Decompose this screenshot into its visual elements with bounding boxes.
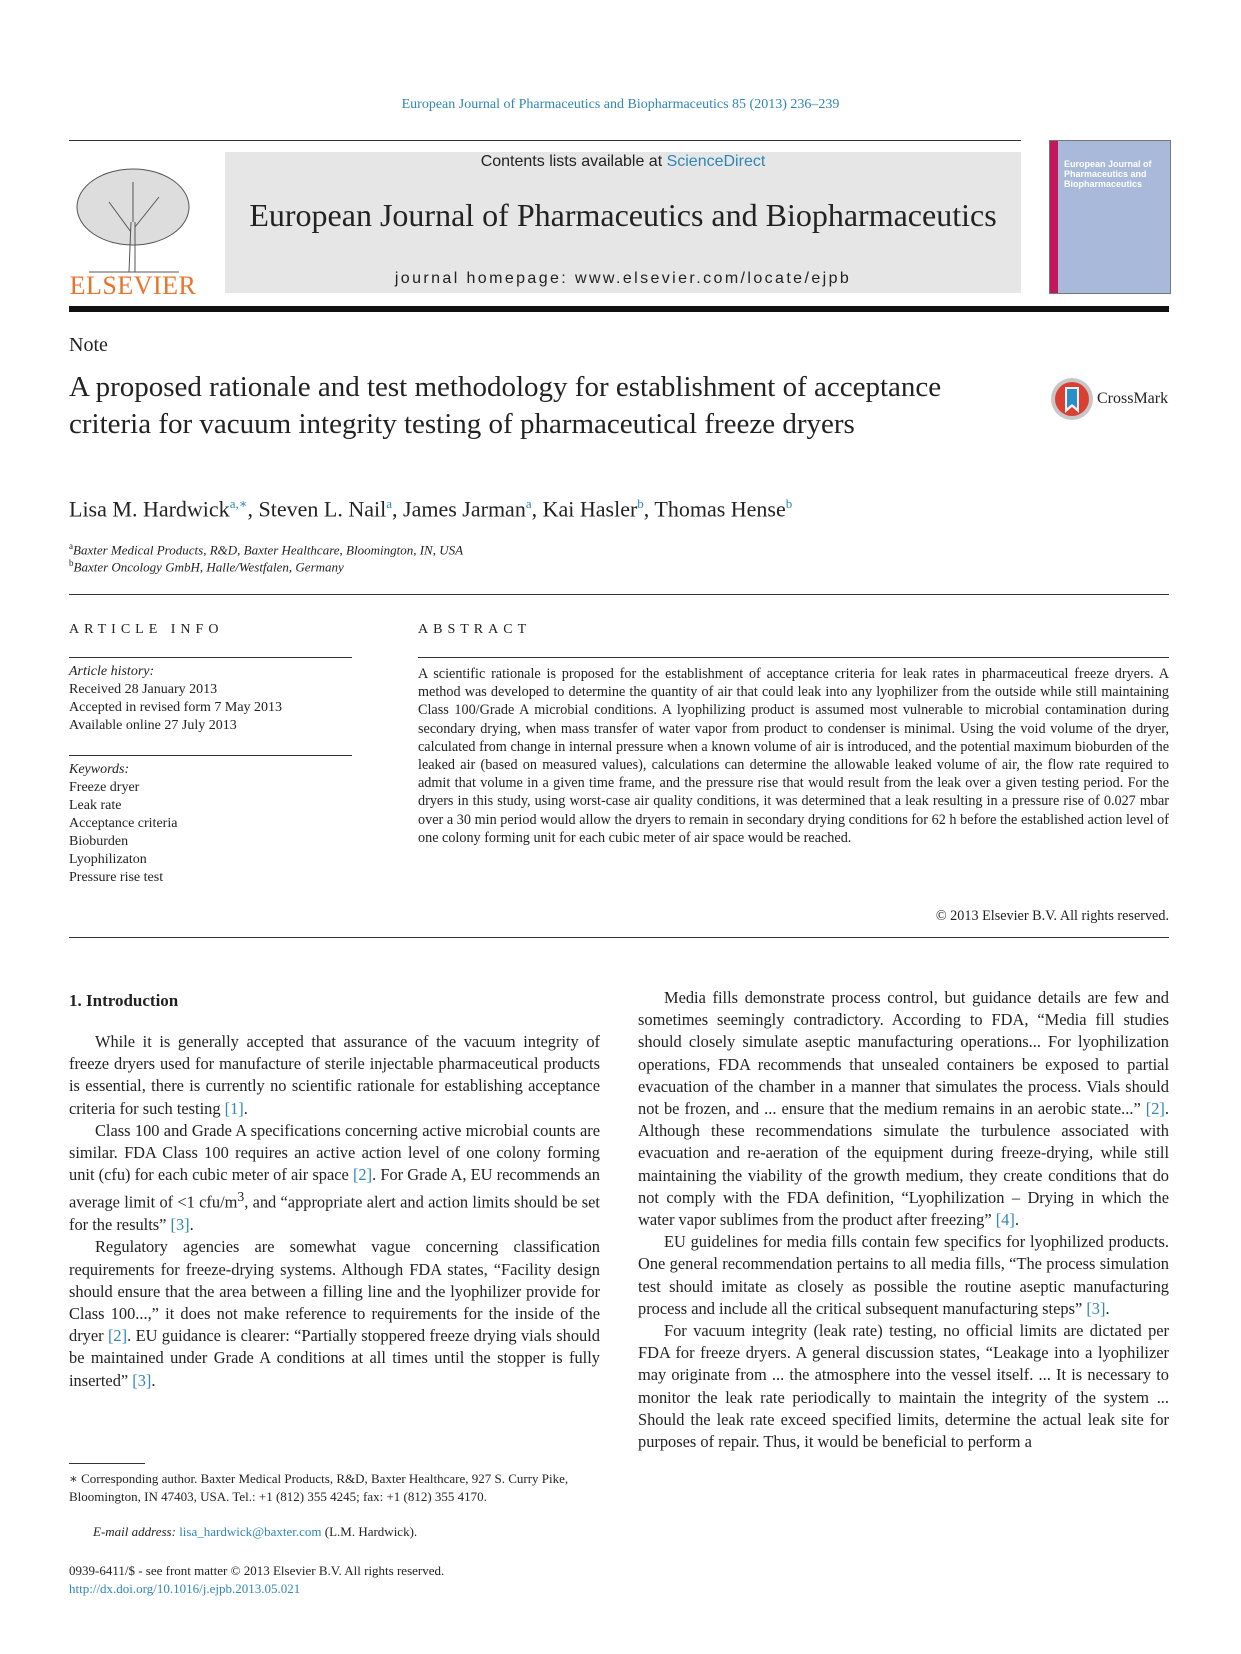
author-name: James Jarman xyxy=(403,496,526,522)
author-name: Kai Hasler xyxy=(542,496,638,522)
paragraph-text: . For Grade A, EU recommends an average limit of <1 cfu/m xyxy=(69,1165,600,1212)
email-link[interactable]: lisa_hardwick@baxter.com xyxy=(179,1524,322,1539)
abstract-copyright: © 2013 Elsevier B.V. All rights reserved. xyxy=(935,908,1169,924)
citation-link[interactable]: [3] xyxy=(132,1370,152,1390)
paragraph-text: While it is generally accepted that assurance of the vacuum integrity of freeze dryers used for manufacture of sterile injectable pharmaceutical products is essential, there is currently no scientific rationale for establishing acceptance criteria for such testing xyxy=(69,1032,600,1118)
keyword: Leak rate xyxy=(69,798,122,813)
cover-title: European Journal of Pharmaceutics and Biopharmaceutics xyxy=(1064,159,1152,189)
body-paragraph xyxy=(69,1031,600,1120)
citation-link[interactable]: [1] xyxy=(224,1098,244,1118)
keywords-label: Keywords: xyxy=(69,762,130,777)
body-paragraph xyxy=(638,1320,1169,1453)
article-info-heading: ARTICLE INFO xyxy=(69,622,224,637)
affiliation-mark: a xyxy=(69,541,73,551)
affiliation-mark: b xyxy=(69,558,74,568)
keywords-divider xyxy=(69,755,352,756)
section-divider xyxy=(69,937,1169,938)
body-right-column xyxy=(638,987,1169,1453)
author-affil-mark[interactable]: b xyxy=(637,496,644,511)
body-paragraph xyxy=(638,1231,1169,1320)
affiliation xyxy=(69,558,344,575)
online-date: Available online 27 July 2013 xyxy=(69,718,237,733)
paragraph-text: . xyxy=(189,1215,194,1235)
author-affil-mark[interactable]: b xyxy=(785,496,793,511)
author-list: Lisa M. Hardwick$^{a,∗}$, Steven L. Nail$^a$, James Jarman$^a$, Kai Hasler$^b$, Thomas Hense$^b$ xyxy=(69,496,793,522)
contents-line xyxy=(225,153,1021,171)
article-info-divider xyxy=(69,657,352,658)
email-suffix: (L.M. Hardwick). xyxy=(321,1524,418,1539)
paragraph-text: . EU guidance is clearer: “Partially stoppered freeze drying vials should be maintained under Grade A conditions at all times until the stopper is fully inserted” xyxy=(69,1326,600,1390)
paragraph-text: . xyxy=(1105,1298,1110,1318)
footnote-divider xyxy=(69,1463,145,1464)
paragraph-text: Regulatory agencies are somewhat vague concerning classification requirements for freeze-drying systems. Although FDA states, “Facility design should ensure that the area between a filling line and the lyophilizer provide for Class 100...,” it does not make reference to requirements for the inside of the dryer xyxy=(69,1237,600,1346)
superscript: 3 xyxy=(237,1189,245,1205)
abstract-divider xyxy=(418,657,1169,658)
paragraph-text: . xyxy=(151,1370,156,1390)
keyword: Pressure rise test xyxy=(69,870,164,885)
author-affil-mark[interactable]: a xyxy=(525,496,532,511)
abstract-heading: ABSTRACT xyxy=(418,622,532,637)
paragraph-text: EU guidelines for media fills contain few specifics for lyophilized products. One general recommendation pertains to all media fills, “The process simulation test should imitate as closely as possible the routine aseptic manufacturing process and include all the critical subsequent manufacturing steps” xyxy=(638,1232,1169,1318)
paragraph-text: Class 100 and Grade A specifications concerning active microbial counts are similar. FDA Class 100 requires an active action level of one colony forming unit (cfu) for each cubic meter of air space xyxy=(69,1120,600,1185)
journal-cover-thumbnail xyxy=(1049,140,1171,294)
journal-reference[interactable]: European Journal of Pharmaceutics and Biopharmaceutics 85 (2013) 236–239 xyxy=(401,97,840,112)
citation-link[interactable]: [4] xyxy=(995,1210,1015,1230)
paragraph-text: . xyxy=(243,1098,248,1118)
citation-link[interactable]: [2] xyxy=(107,1326,128,1346)
paragraph-text: For vacuum integrity (leak rate) testing, no official limits are dictated per FDA for freeze dryers. A general discussion states, “Leakage into a lyophilizer may originate from ... the atmosphere into the vessel itself. ... It is necessary to monitor the leak rate periodically to maintain the integrity of the system ... Should the leak rate exceed specified limits, determine the actual leak site for purposes of repair. Thus, it would be beneficial to perform a xyxy=(638,1321,1169,1452)
citation-link[interactable]: [3] xyxy=(1086,1298,1106,1318)
article-type: Note xyxy=(69,334,108,356)
corresponding-author-note: ∗ Corresponding author. Baxter Medical Products, R&D, Baxter Healthcare, 927 S. Curry Pike, Bloomington, IN 47403, USA. Tel.: +1 (812) 355 4245; fax: +1 (812) 355 4170. xyxy=(69,1471,569,1504)
journal-homepage[interactable]: journal homepage: www.elsevier.com/locate/ejpb xyxy=(394,270,852,287)
body-paragraph xyxy=(69,1120,600,1236)
elsevier-wordmark: ELSEVIER xyxy=(69,271,197,300)
body-paragraph xyxy=(638,987,1169,1231)
email-label: E-mail address: xyxy=(93,1524,180,1539)
paragraph-text: Media fills demonstrate process control, but guidance details are few and sometimes seemingly contradictory. According to FDA, “Media fill studies should closely simulate aseptic manufacturing operations... For lyophilization operations, FDA recommends that unsealed containers be exposed to partial evacuation of the chamber in a manner that simulates the process. Vials should not be frozen, and ... ensure that the medium remains in an aerobic state...” xyxy=(638,988,1169,1119)
crossmark-icon[interactable] xyxy=(1050,377,1094,421)
paragraph-text: . xyxy=(1014,1210,1019,1230)
header-divider xyxy=(69,140,1021,141)
body-left-column xyxy=(69,1031,600,1392)
paragraph-text: . Although these recommendations simulate the turbulence associated with evacuation and re-aeration of the equipment during freeze-drying, while still maintaining the viability of the growth medium, they create conditions that do not comply with the FDA definition, “Lyophilization – Drying in which the water vapor sublimes from the product after freezing” xyxy=(638,1099,1169,1230)
cover-accent-bar xyxy=(1050,141,1058,293)
section-divider xyxy=(69,594,1169,595)
doi-link[interactable]: http://dx.doi.org/10.1016/j.ejpb.2013.05.021 xyxy=(69,1581,301,1596)
paragraph-text: , and “appropriate alert and action limits should be set for the results” xyxy=(69,1192,600,1235)
body-paragraph xyxy=(69,1236,600,1391)
article-title: A proposed rationale and test methodology for establishment of acceptance criteria for vacuum integrity testing of pharmaceutical freeze dryers xyxy=(69,371,942,440)
citation-link[interactable]: [2] xyxy=(1145,1099,1165,1119)
citation-link[interactable]: [2] xyxy=(352,1165,373,1185)
citation-link[interactable]: [3] xyxy=(170,1215,190,1235)
keyword: Lyophilizaton xyxy=(69,852,147,867)
author-name: Thomas Hense xyxy=(654,496,786,522)
introduction-heading: 1. Introduction xyxy=(69,991,179,1010)
author-affil-mark[interactable]: a xyxy=(386,496,393,511)
affiliation-text: Baxter Oncology GmbH, Halle/Westfalen, Germany xyxy=(73,559,344,575)
crossmark-label[interactable]: CrossMark xyxy=(1097,390,1169,407)
keyword: Bioburden xyxy=(69,834,129,849)
author-name: Lisa M. Hardwick xyxy=(69,496,230,522)
keyword: Freeze dryer xyxy=(69,780,140,795)
keyword: Acceptance criteria xyxy=(69,816,178,831)
header-thick-divider xyxy=(69,306,1169,312)
abstract-text: A scientific rationale is proposed for the establishment of acceptance criteria for leak rates in pharmaceutical freeze dryers. A method was developed to determine the quantity of air that could leak into any lyophilizer from the outside while still maintaining Class 100/Grade A microbial conditions. A lyophilizing product is assumed most vulnerable to microbial contamination during secondary drying, when mass transfer of water vapor from product to condenser is minimal. Using the void volume of the dryer, calculated from change in internal pressure when a known volume of air is introduced, and the potential maximum bioburden of the leaked air (based on measured values), calculations can determine the allowable leaked volume of air, the flow rate required to admit that volume in a given time frame, and the pressure rise that would result from the leak over a given testing period. For the dryers in this study, using worst-case air quality conditions, it was determined that a leak resulting in a pressure rise of 0.027 mbar over a 30 min period would allow the dryers to remain in secondary drying conditions for 62 h before the established action level of one colony forming unit for each cubic meter of air space would be reached. xyxy=(418,666,1169,846)
history-label: Article history: xyxy=(69,664,155,679)
author-name: Steven L. Nail xyxy=(258,496,387,522)
issn-line: 0939-6411/$ - see front matter © 2013 Elsevier B.V. All rights reserved. xyxy=(69,1563,445,1578)
journal-title: European Journal of Pharmaceutics and Biopharmaceutics xyxy=(249,197,997,233)
contents-prefix: Contents lists available at xyxy=(480,153,667,170)
affiliation-text: Baxter Medical Products, R&D, Baxter Healthcare, Bloomington, IN, USA xyxy=(73,542,464,558)
accepted-date: Accepted in revised form 7 May 2013 xyxy=(69,700,283,715)
affiliation xyxy=(69,541,463,558)
received-date: Received 28 January 2013 xyxy=(69,682,218,697)
email-line xyxy=(93,1524,417,1540)
author-affil-mark[interactable]: a,∗ xyxy=(229,496,248,511)
sciencedirect-link[interactable]: ScienceDirect xyxy=(666,153,766,170)
